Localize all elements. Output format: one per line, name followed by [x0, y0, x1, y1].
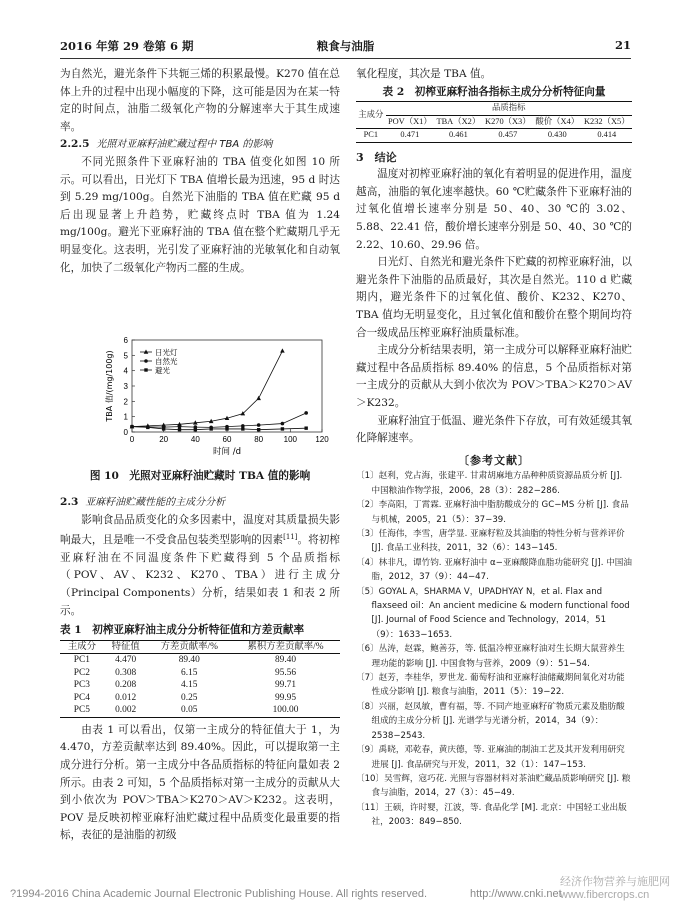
data-point	[178, 428, 181, 431]
x-tick-label: 20	[159, 435, 169, 444]
x-tick-label: 40	[190, 435, 200, 444]
y-tick-label: 2	[123, 397, 128, 407]
data-point	[178, 425, 182, 429]
header-issue: 2016 年第 29 卷第 6 期	[60, 39, 194, 53]
table-2-group-header: 品质指标	[386, 102, 632, 116]
data-point	[225, 427, 228, 430]
watermark: 经济作物营养与施肥网 www.fibercrops.cn	[560, 876, 670, 901]
table-1-row: PC1 4.470 89.40 89.40	[73, 655, 297, 666]
table-2-header: POV（X1）	[387, 116, 432, 126]
table-1-header: 主成分	[67, 641, 96, 652]
y-tick-label: 0	[123, 428, 128, 437]
header-journal: 粮食与油脂	[316, 39, 375, 53]
reference-item: 〔8〕兴丽，赵凤敏，曹有福，等. 不同产地亚麻籽矿物质元素及脂肪酸组成的主成分分析 [J]. 光谱学与光谱分析，2014，34（9）：2538−2543.	[356, 701, 625, 741]
data-point	[281, 427, 284, 430]
table-1-row: PC2 0.308 6.15 95.56	[73, 667, 297, 678]
references-heading: 〔参考文献〕	[458, 453, 530, 467]
running-header	[60, 38, 631, 56]
y-tick-label: 6	[123, 336, 128, 345]
reference-item: 〔1〕赵利，党占海，张建平. 甘肃胡麻地方品种种质资源品质分析 [J]. 中国粮油作物学报，2006，28（3）：282−286.	[356, 471, 623, 496]
table-2	[356, 101, 632, 143]
conclusion-paragraph-4: 亚麻籽油宜于低温、避光条件下存放，可有效延缓其氧化降解速率。	[356, 414, 632, 445]
figure-10-caption: 图 10 光照对亚麻籽油贮藏时 TBA 值的影响	[89, 470, 311, 482]
table-1-header-row	[60, 640, 340, 654]
data-point	[256, 396, 261, 400]
data-point	[280, 348, 285, 352]
x-tick-label: 0	[129, 435, 135, 444]
table-2-header: K232（X5）	[583, 116, 630, 126]
x-axis-label: 时间 /d	[213, 447, 241, 457]
legend-label: 自然光	[155, 357, 178, 366]
y-tick-label: 4	[123, 366, 128, 376]
table-2-header: TBA（X2）	[436, 116, 481, 126]
y-tick-label: 3	[123, 382, 128, 391]
reference-item: 〔7〕赵芳，李桂华，罗世龙. 葡萄籽油和亚麻籽油储藏期间氧化对功能性成分影响 [J]. 粮食与油脂，2011（5）：19−22.	[356, 673, 625, 698]
reference-item: 〔5〕GOYAL A，SHARMA V，UPADHYAY N，et al. Flax and flaxseed oil：An ancient medicine & modern functional food [J]. Journal of Food Science and Technology，2014，51（9）：1633−1653.	[356, 586, 630, 640]
y-axis-label: TBA 值/(mg/100g)	[105, 350, 114, 422]
data-point	[304, 411, 308, 415]
data-point	[209, 427, 212, 430]
reference-list	[356, 469, 632, 829]
table-2-caption: 表 2 初榨亚麻籽油各指标主成分分析特征向量	[382, 85, 606, 98]
figure-10	[60, 332, 340, 462]
x-tick-label: 80	[254, 435, 264, 444]
section-2-3-heading: 2.3 亚麻籽油贮藏性能的主成分分析	[60, 496, 226, 508]
tba-line-chart	[60, 332, 340, 462]
data-point	[162, 427, 165, 430]
footer-copyright: ?1994-2016 China Academic Journal Electronic Publishing House. All rights reserved.	[10, 888, 428, 900]
table-1-row: PC3 0.208 4.15 99.71	[73, 680, 297, 691]
data-point	[241, 424, 245, 428]
data-point	[144, 368, 147, 371]
data-point	[257, 428, 260, 431]
left-column-lower	[60, 494, 340, 845]
reference-item: 〔9〕禹晓，邓乾春，黄庆德，等. 亚麻油的制油工艺及其开发利用研究进展 [J]. 食品研究与开发，2011，32（1）：147−153.	[356, 745, 625, 770]
section-3-heading: 3 结论	[356, 150, 397, 164]
reference-item: 〔4〕林非凡，谭竹钧. 亚麻籽油中 α−亚麻酸降血脂功能研究 [J]. 中国油脂，2012，37（9）：44−47.	[356, 557, 632, 583]
conclusion-paragraph-1: 温度对初榨亚麻籽油的氧化有着明显的促进作用，温度越高，油脂的氧化速率越快。60 ℃贮藏条件下亚麻籽油的过氧化值增长速率分别是 50、40、30 ℃的 3.02、5.88、22.41 倍，酸价增长速率分别是 50、40、30 ℃的 2.22、10.60、29.96 倍。	[356, 168, 632, 251]
x-tick-label: 120	[315, 435, 329, 444]
data-point	[130, 425, 133, 428]
table-2-row: PC1 0.471 0.461 0.457 0.430 0.414	[356, 129, 632, 143]
conclusion-paragraph-2: 日光灯、自然光和避光条件下贮藏的初榨亚麻籽油，以避光条件下油脂的品质最好，其次是自然光。110 d 贮藏期内，避光条件下的过氧化值、酸价、K232、K270、TBA 值均无明显变化，且过氧化值和酸价在整个期间均符合一级成品压榨亚麻籽油质量标准。	[356, 256, 632, 339]
table-2-header: K270（X3）	[485, 116, 531, 126]
data-point	[304, 426, 307, 429]
reference-item: 〔2〕李高阳，丁霄霖. 亚麻籽油中脂肪酸成分的 GC−MS 分析 [J]. 食品与机械，2005，21（5）：37−39.	[356, 500, 629, 525]
legend-label: 避光	[155, 366, 170, 375]
x-tick-label: 60	[222, 435, 232, 444]
data-point	[241, 427, 244, 430]
header-page-number: 21	[614, 38, 631, 52]
paragraph-pca: 影响食品品质变化的众多因素中，温度对其质量损失影响最大，且是唯一不受食品包装类型影响的因素[11]。将初榨亚麻籽油在不同温度条件下贮藏得到 5 个品质指标（POV、AV、K232、K270、TBA）进行主成分（Principal Components）分析，结果如表 1 和表 2 所示。	[60, 513, 340, 617]
conclusion-paragraph-3: 主成分分析结果表明，第一主成分可以解释亚麻籽油贮藏过程中各品质指标 89.40% 的信息，5 个品质指标对第一主成分的贡献从大到小依次为 POV＞TBA＞K270＞AV＞K232。	[356, 344, 632, 409]
header-rule	[60, 58, 631, 59]
data-point	[146, 426, 149, 429]
table-1	[60, 640, 340, 718]
table-1-body	[60, 654, 340, 718]
table-1-row: PC5 0.002 0.05 100.00	[60, 704, 340, 717]
legend-label: 日光灯	[155, 348, 178, 357]
x-tick-label: 100	[283, 435, 298, 444]
y-tick-label: 1	[123, 412, 128, 422]
citation-11: [11]	[283, 533, 298, 542]
paragraph-k270: 为自然光，避光条件下共轭三烯的积累最慢。K270 值在总体上升的过程中出现小幅度的下降，这可能是因为在某一特定的时间点，油脂二级氧化产物的分解速率大于其生成速率。	[60, 68, 340, 133]
reference-item: 〔3〕任海伟，李雪，唐学显. 亚麻籽粒及其油脂的特性分析与营养评价 [J]. 食品工业科技，2011，32（6）：143−145.	[356, 529, 625, 554]
table-1-header: 特征值	[111, 641, 140, 652]
reference-item: 〔10〕吴雪辉，寇巧花. 光照与容器材料对茶油贮藏品质影响研究 [J]. 粮食与油脂，2014，27（3）：45−49.	[356, 773, 631, 799]
data-point	[281, 422, 285, 426]
reference-item: 〔6〕丛涛，赵霖，鲍善芬，等. 低温冷榨亚麻籽油对生长期大鼠营养生理功能的影响 [J]. 中国食物与营养，2009（9）：51−54.	[356, 644, 625, 669]
table-1-caption: 表 1 初榨亚麻籽油主成分分析特征值和方差贡献率	[60, 624, 305, 637]
footer-url: http://www.cnki.net	[470, 888, 562, 900]
y-tick-label: 5	[123, 351, 128, 361]
paragraph-tba: 不同光照条件下亚麻籽油的 TBA 值变化如图 10 所示。可以看出，日光灯下 TBA 值增长最为迅速，95 d 时达到 5.29 mg/100g。自然光下油脂的 TBA 值在贮藏 95 d 后出现显著上升趋势，贮藏终点时 TBA 值为 1.24 mg/100g。避光下亚麻籽油的 TBA 值在整个贮藏期几乎无明显变化。这表明，光引发了亚麻籽油的光敏氧化和自动氧化，加快了二级氧化产物丙二醛的生成。	[60, 155, 340, 274]
paragraph-continued: 氧化程度，其次是 TBA 值。	[356, 68, 492, 80]
data-point	[194, 428, 197, 431]
reference-item: 〔11〕王硕，许时婴，江波，等. 食品化学 [M]. 北京：中国轻工业出版社，2003：849−850.	[356, 802, 627, 828]
left-column	[60, 66, 340, 277]
data-point	[144, 359, 148, 363]
table-1-row: PC4 0.012 0.25 99.95	[73, 692, 297, 703]
section-2-2-5-heading: 2.2.5 光照对亚麻籽油贮藏过程中 TBA 的影响	[60, 138, 273, 151]
paragraph-table1-analysis: 由表 1 可以看出，仅第一主成分的特征值大于 1，为 4.470，方差贡献率达到 89.40%。因此，可以提取第一主成分进行分析。第一主成分中各品质指标的特征向量如表 2 所示。由表 2 可知，5 个品质指标对第一主成分的贡献从大到小依次为 POV＞TBA＞K270＞AV＞K232。这表明，POV 是反映初榨亚麻籽油贮藏过程中品质变化最重要的指标，表征的是油脂的初级	[60, 723, 340, 842]
data-point	[257, 423, 261, 427]
table-1-header: 累积方差贡献率/%	[247, 641, 324, 652]
right-column	[356, 66, 632, 830]
table-2-header: 主成分	[356, 102, 386, 129]
table-1-header: 方差贡献率/%	[160, 641, 218, 652]
table-2-header: 酸价（X4）	[535, 116, 580, 126]
